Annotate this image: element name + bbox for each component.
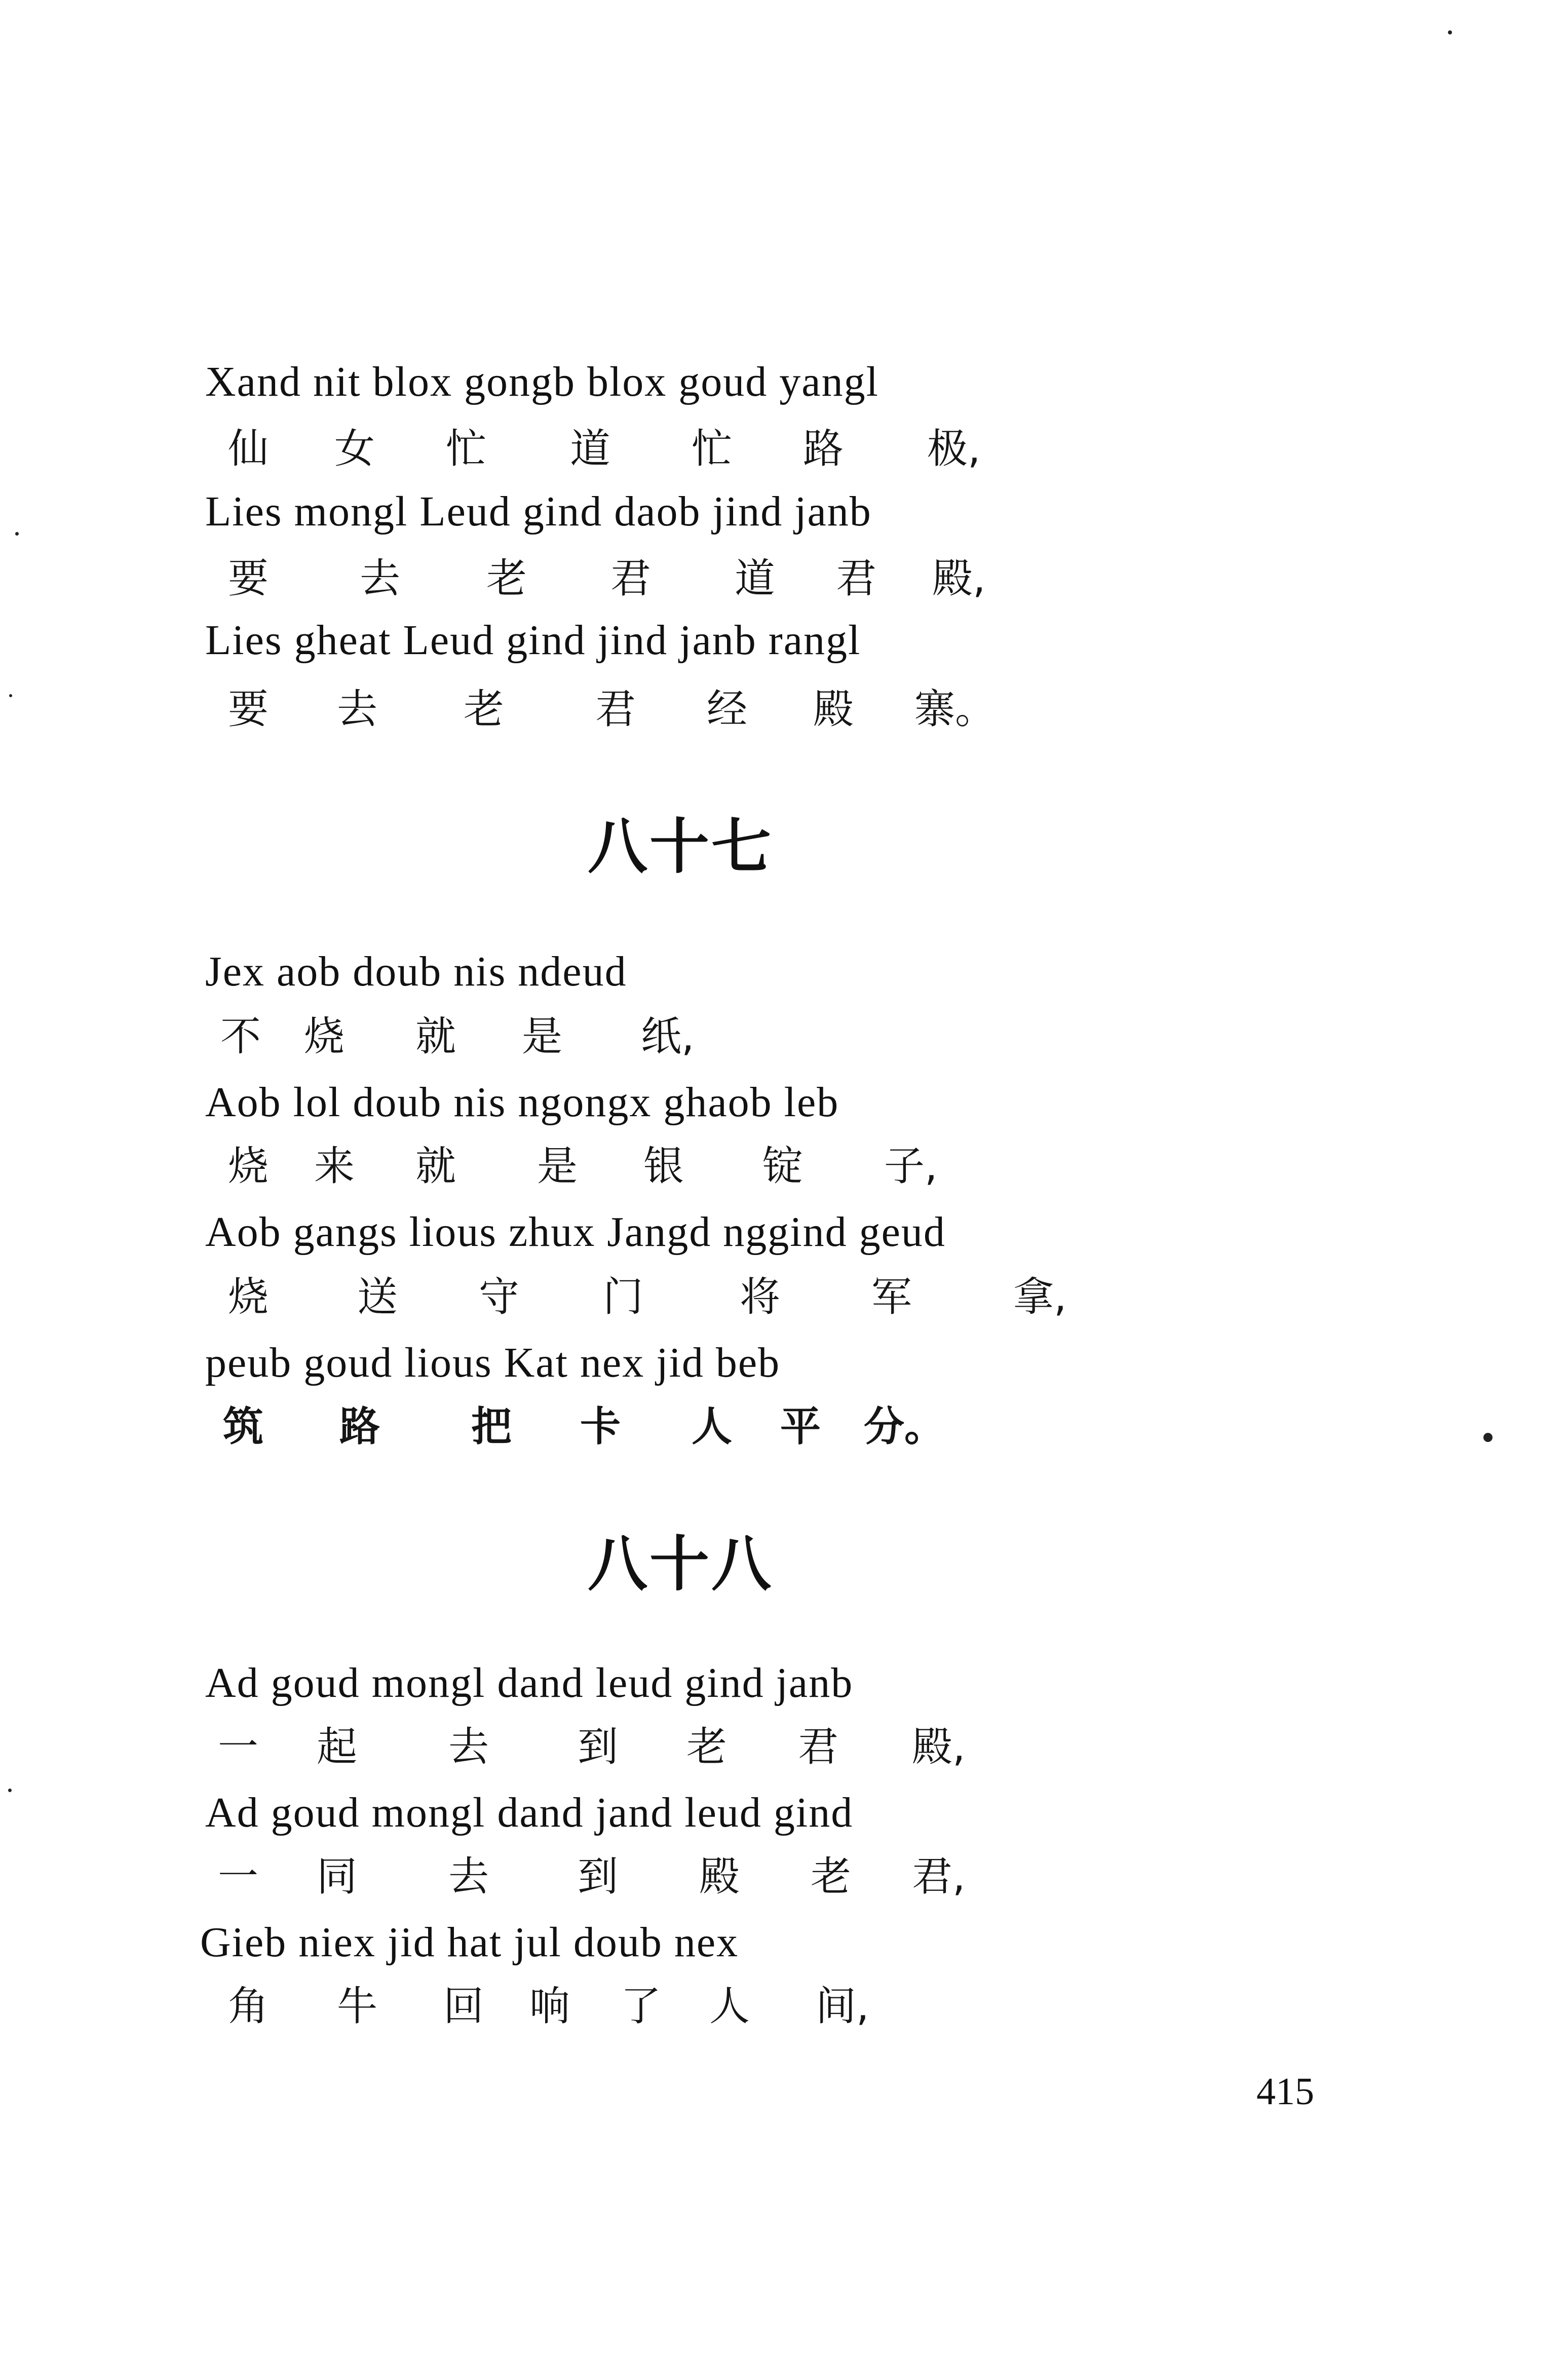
verse-latin-line: Ad goud mongl dand jand leud gind [205,1789,854,1836]
verse-chinese-line: 要 去 老 君 经 殿 寨。 [228,686,996,733]
verse-latin-line: Lies mongl Leud gind daob jind janb [205,488,872,535]
verse-latin-line: Lies gheat Leud gind jind janb rangl [205,617,861,664]
verse-chinese-line: 一 起 去 到 老 君 殿, [218,1723,966,1770]
scan-speck [15,532,19,536]
verse-latin-line: Xand nit blox gongb blox goud yangl [205,358,879,405]
verse-latin-line: Jex aob doub nis ndeud [205,948,627,995]
verse-chinese-line: 不 烧 就 是 纸, [220,1013,695,1060]
verse-chinese-line: 烧 来 就 是 银 锭 子, [228,1143,938,1190]
verse-chinese-line: 要 去 老 君 道 君 殿, [228,555,986,602]
scan-speck [9,694,12,697]
verse-chinese-line: 一 同 去 到 殿 老 君, [218,1853,966,1900]
section-heading: 八十七 [588,812,774,882]
page-number: 415 [1256,2070,1314,2113]
scan-speck [1448,30,1452,34]
verse-latin-line: Ad goud mongl dand leud gind janb [205,1659,854,1706]
verse-chinese-line: 仙 女 忙 道 忙 路 极, [228,425,981,472]
verse-chinese-line: 烧 送 守 门 将 军 拿, [228,1273,1067,1320]
verse-latin-line: peub goud lious Kat nex jid beb [205,1339,781,1386]
scan-speck [1483,1433,1493,1442]
verse-latin-line: Aob lol doub nis ngongx ghaob leb [205,1079,839,1126]
verse-latin-line: Gieb niex jid hat jul doub nex [200,1919,739,1966]
verse-chinese-line: 角 牛 回 响 了 人 间, [228,1983,869,2030]
section-heading: 八十八 [588,1529,774,1599]
verse-latin-line: Aob gangs lious zhux Jangd nggind geud [205,1208,946,1256]
verse-chinese-line: 筑 路 把 卡 人 平 分。 [223,1403,945,1450]
scan-speck [8,1789,12,1792]
